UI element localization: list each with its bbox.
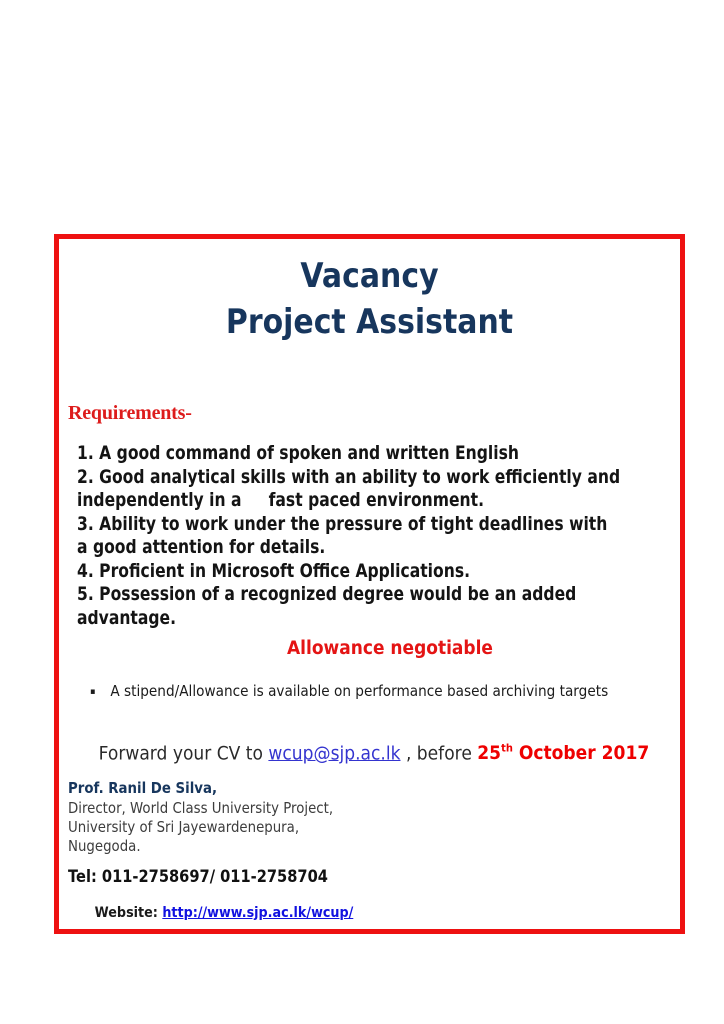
stipend-bullet-item bbox=[90, 682, 608, 700]
forward-middle: , before bbox=[400, 742, 478, 765]
date-ordinal-suffix: th bbox=[501, 742, 513, 755]
website-link[interactable]: http://www.sjp.ac.lk/wcup/ bbox=[162, 905, 354, 921]
requirements-list bbox=[77, 442, 620, 630]
requirement-line: independently in a fast paced environment. bbox=[77, 489, 485, 511]
requirement-line: a good attention for details. bbox=[77, 536, 326, 558]
forward-cv-line bbox=[66, 720, 649, 786]
requirement-line: 2. Good analytical skills with an ability to work efficiently and bbox=[77, 465, 621, 488]
email-link[interactable]: wcup@sjp.ac.lk bbox=[268, 742, 401, 765]
contact-line-university: University of Sri Jayewardenepura, bbox=[68, 818, 300, 836]
title-line-vacancy: Vacancy bbox=[300, 256, 439, 296]
website-line bbox=[68, 889, 353, 937]
website-label: Website: bbox=[94, 905, 163, 921]
title-line-position: Project Assistant bbox=[225, 302, 514, 342]
allowance-negotiable-heading: Allowance negotiable bbox=[287, 638, 493, 659]
requirement-line: 4. Proficient in Microsoft Office Applications. bbox=[77, 559, 471, 582]
red-border-frame bbox=[54, 234, 685, 934]
square-bullet-icon: ▪ bbox=[90, 687, 96, 697]
requirement-line: 1. A good command of spoken and written English bbox=[77, 442, 519, 464]
requirement-line: 5. Possession of a recognized degree would be an added bbox=[77, 583, 577, 605]
contact-line-title: Director, World Class University Project, bbox=[68, 799, 334, 817]
telephone-line: Tel: 011-2758697/ 011-2758704 bbox=[68, 867, 328, 887]
poster-title bbox=[96, 253, 642, 345]
deadline-date: 25th October 2017 bbox=[477, 742, 650, 765]
stipend-text: A stipend/Allowance is available on performance based archiving targets bbox=[110, 682, 609, 700]
forward-prefix: Forward your CV to bbox=[98, 742, 269, 765]
requirements-heading: Requirements- bbox=[68, 402, 192, 424]
contact-person-name: Prof. Ranil De Silva, bbox=[68, 779, 218, 797]
requirement-line: 3. Ability to work under the pressure of tight deadlines with bbox=[77, 512, 608, 535]
contact-address-block bbox=[68, 799, 333, 856]
requirement-line: advantage. bbox=[77, 606, 177, 629]
contact-line-city: Nugegoda. bbox=[68, 837, 141, 855]
